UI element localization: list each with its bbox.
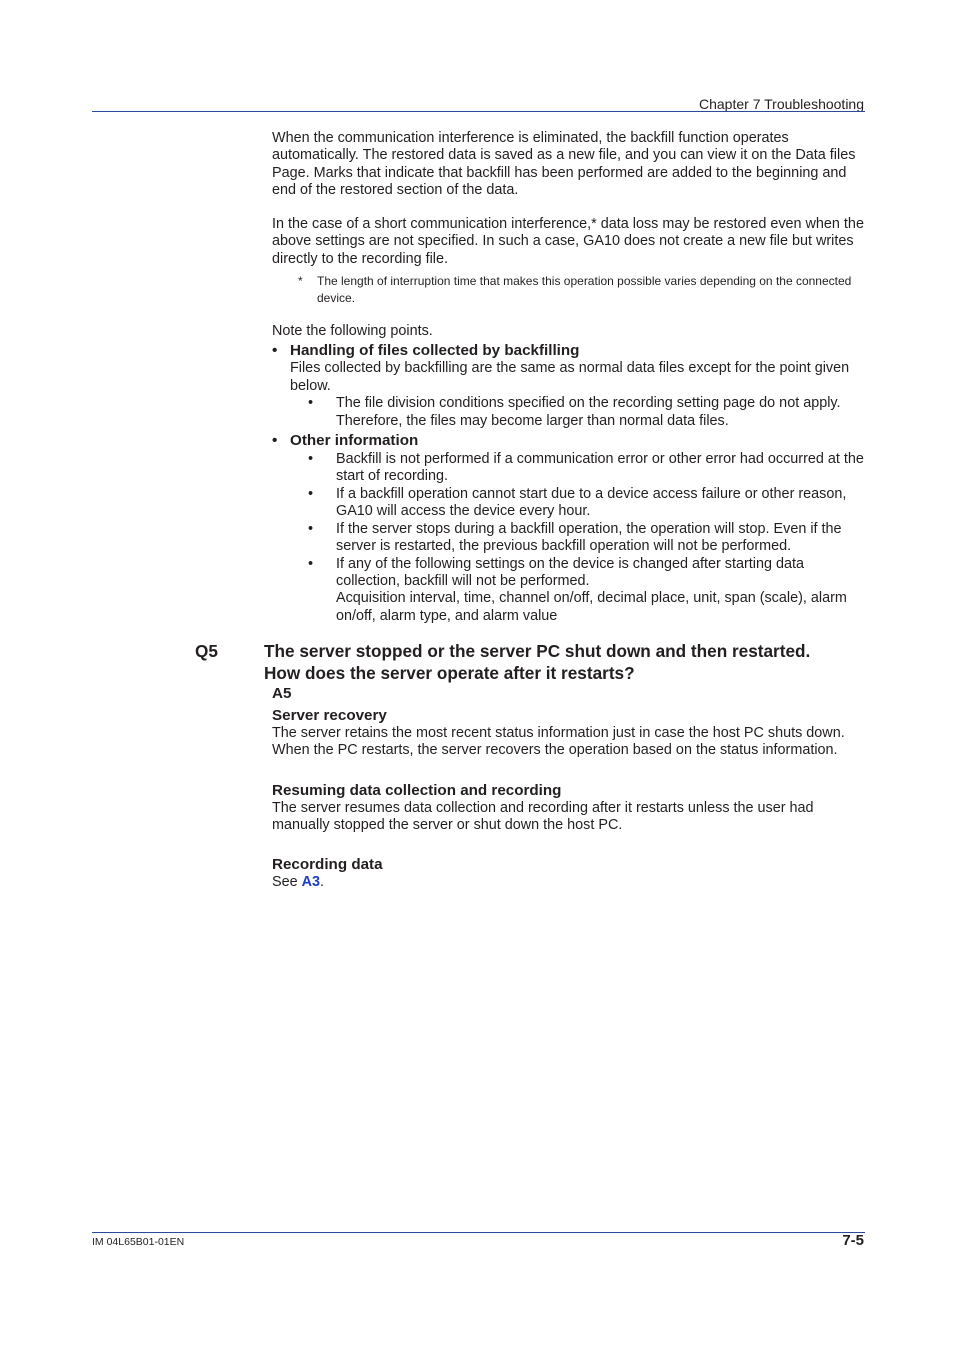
footnote: [272, 273, 864, 306]
question-text: [264, 640, 864, 684]
list-item: • If the server stops during a backfill operation, the operation will stop. Even if the server is restarted, the previous backfill operation will not be performed.: [308, 520, 842, 555]
other-list: [272, 451, 864, 625]
handling-title: Handling of files collected by backfilling: [290, 342, 580, 360]
chapter-title: Chapter 7 Troubleshooting: [699, 96, 864, 112]
page-number: 7-5: [842, 1232, 864, 1249]
list-item: • Backfill is not performed if a communication error or other error had occurred at the start of recording.: [308, 450, 864, 484]
answer-label: A5: [272, 685, 292, 702]
list-item: • If a backfill operation cannot start due to a device access failure or other reason, GA10 will access the device every hour.: [308, 485, 847, 519]
section-heading-server-recovery: Server recovery: [272, 707, 387, 724]
footnote-text: The length of interruption time that makes this operation possible varies depending on the connected device.: [317, 274, 852, 305]
note-line: Note the following points.: [272, 323, 433, 340]
bullet-marker: •: [272, 342, 278, 360]
section-body-server-recovery: The server retains the most recent status information just in case the host PC shuts down. When the PC restarts, the server recovers the operation based on the status information.: [272, 725, 845, 759]
question-label: Q5: [195, 641, 218, 661]
settings-list: Acquisition interval, time, channel on/off, decimal place, unit, span (scale), alarm on/off, alarm type, and alarm value: [336, 590, 847, 624]
a3-link[interactable]: A3: [301, 874, 321, 891]
bullet-marker: •: [272, 432, 278, 450]
header-rule: [92, 111, 865, 112]
intro-paragraph-1: When the communication interference is eliminated, the backfill function operates automatically. The restored data is saved as a new file, and you can view it on the Data files Page. Marks that indicate that backfill has been performed are added to the beginning and end of the restored section of the data.: [272, 130, 856, 198]
footnote-marker: *: [298, 274, 303, 289]
section-body-recording-data: See A3.: [272, 874, 325, 891]
intro-paragraph-2: In the case of a short communication interference,* data loss may be restored even when the above settings are not specified. In such a case, GA10 does not create a new file but writes directly to the recording file.: [272, 216, 864, 267]
other-heading: [272, 432, 864, 450]
handling-heading: [272, 342, 864, 360]
list-item: • If any of the following settings on the device is changed after starting data collection, backfill will not be performed. Acquisition interval, time, channel on/off, decimal place, unit, span (scale), alarm on/off, alarm type, and alarm value: [308, 555, 847, 624]
section-body-resuming: The server resumes data collection and recording after it restarts unless the user had manually stopped the server or shut down the host PC.: [272, 799, 814, 833]
document-id: IM 04L65B01-01EN: [92, 1236, 185, 1248]
question-line-2: How does the server operate after it restarts?: [264, 663, 635, 683]
question-line-1: The server stopped or the server PC shut down and then restarted.: [264, 641, 811, 661]
handling-body: Files collected by backfilling are the same as normal data files except for the point given below.: [290, 360, 850, 394]
handling-list: [272, 395, 864, 430]
other-title: Other information: [290, 432, 419, 450]
section-heading-resuming: Resuming data collection and recording: [272, 781, 562, 799]
list-item: • The file division conditions specified on the recording setting page do not apply. Therefore, the files may become larger than normal data files.: [308, 395, 841, 429]
footer-rule: [92, 1232, 865, 1233]
section-heading-recording-data: Recording data: [272, 856, 383, 874]
backfill-notes: [272, 130, 864, 625]
answer-a5: [272, 685, 864, 891]
